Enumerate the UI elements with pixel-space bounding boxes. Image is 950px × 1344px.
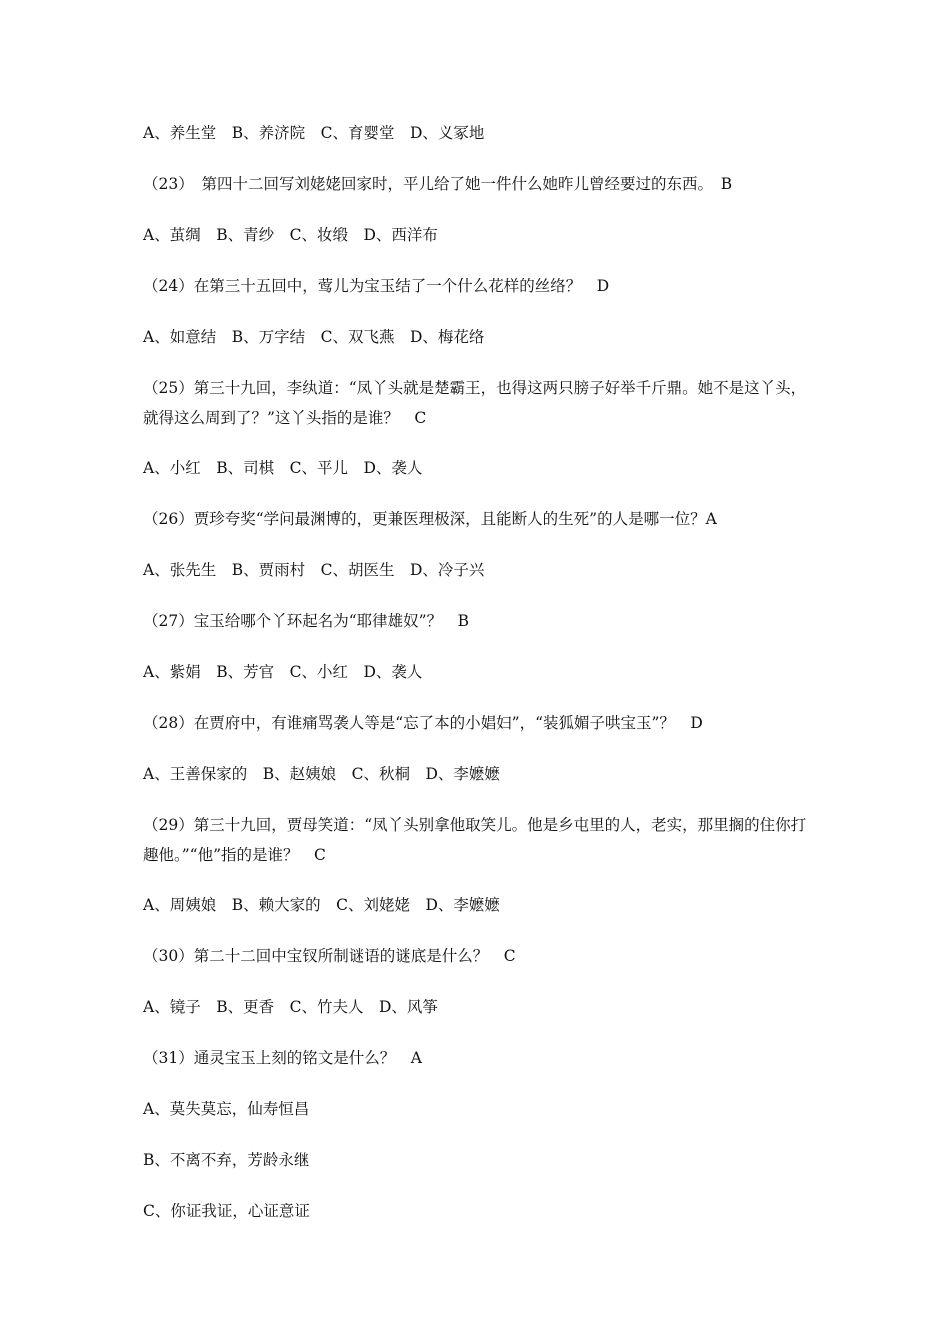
options-line-30: A、镜子 B、更香 C、竹夫人 D、风筝 xyxy=(143,998,438,1016)
options-line-23: A、茧绸 B、青纱 C、妆缎 D、西洋布 xyxy=(143,226,438,244)
question-28: （28）在贾府中，有谁痛骂袭人等是“忘了本的小娼妇”，“装狐媚子哄宝玉”？ D xyxy=(143,714,703,732)
question-29: （29）第三十九回，贾母笑道：“凤丫头别拿他取笑儿。他是乡屯里的人，老实，那里搁的住你打趣他。”“他”指的是谁？ C xyxy=(143,816,807,864)
question-23: （23） 第四十二回写刘姥姥回家时，平儿给了她一件什么她昨儿曾经要过的东西。 B xyxy=(143,175,733,193)
question-30: （30）第二十二回中宝钗所制谜语的谜底是什么？ C xyxy=(143,947,516,965)
options-line-28: A、王善保家的 B、赵姨娘 C、秋桐 D、李嬷嬷 xyxy=(143,765,500,783)
option-31-b: B、不离不弃，芳龄永继 xyxy=(143,1151,310,1169)
question-27: （27）宝玉给哪个丫环起名为“耶律雄奴”？ B xyxy=(143,612,469,630)
question-25: （25）第三十九回，李纨道：“凤丫头就是楚霸王，也得这两只膀子好举千斤鼎。她不是这丫头，就得这么周到了？”这丫头指的是谁？ C xyxy=(143,379,807,427)
question-31: （31）通灵宝玉上刻的铭文是什么？ A xyxy=(143,1049,422,1067)
option-31-c: C、你证我证，心证意证 xyxy=(143,1202,310,1220)
option-31-a: A、莫失莫忘，仙寿恒昌 xyxy=(143,1100,310,1118)
options-line-26: A、张先生 B、贾雨村 C、胡医生 D、冷子兴 xyxy=(143,561,485,579)
options-line-25: A、小红 B、司棋 C、平儿 D、袭人 xyxy=(143,459,423,477)
question-24: （24）在第三十五回中，莺儿为宝玉结了一个什么花样的丝络？ D xyxy=(143,277,610,295)
options-line-27: A、紫娟 B、芳官 C、小红 D、袭人 xyxy=(143,663,423,681)
options-line-22: A、养生堂 B、养济院 C、育婴堂 D、义冢地 xyxy=(143,124,485,142)
question-26: （26）贾珍夸奖“学问最渊博的，更兼医理极深，且能断人的生死”的人是哪一位？A xyxy=(143,510,717,528)
options-line-29: A、周姨娘 B、赖大家的 C、刘姥姥 D、李嬷嬷 xyxy=(143,896,500,914)
options-line-24: A、如意结 B、万字结 C、双飞燕 D、梅花络 xyxy=(143,328,485,346)
